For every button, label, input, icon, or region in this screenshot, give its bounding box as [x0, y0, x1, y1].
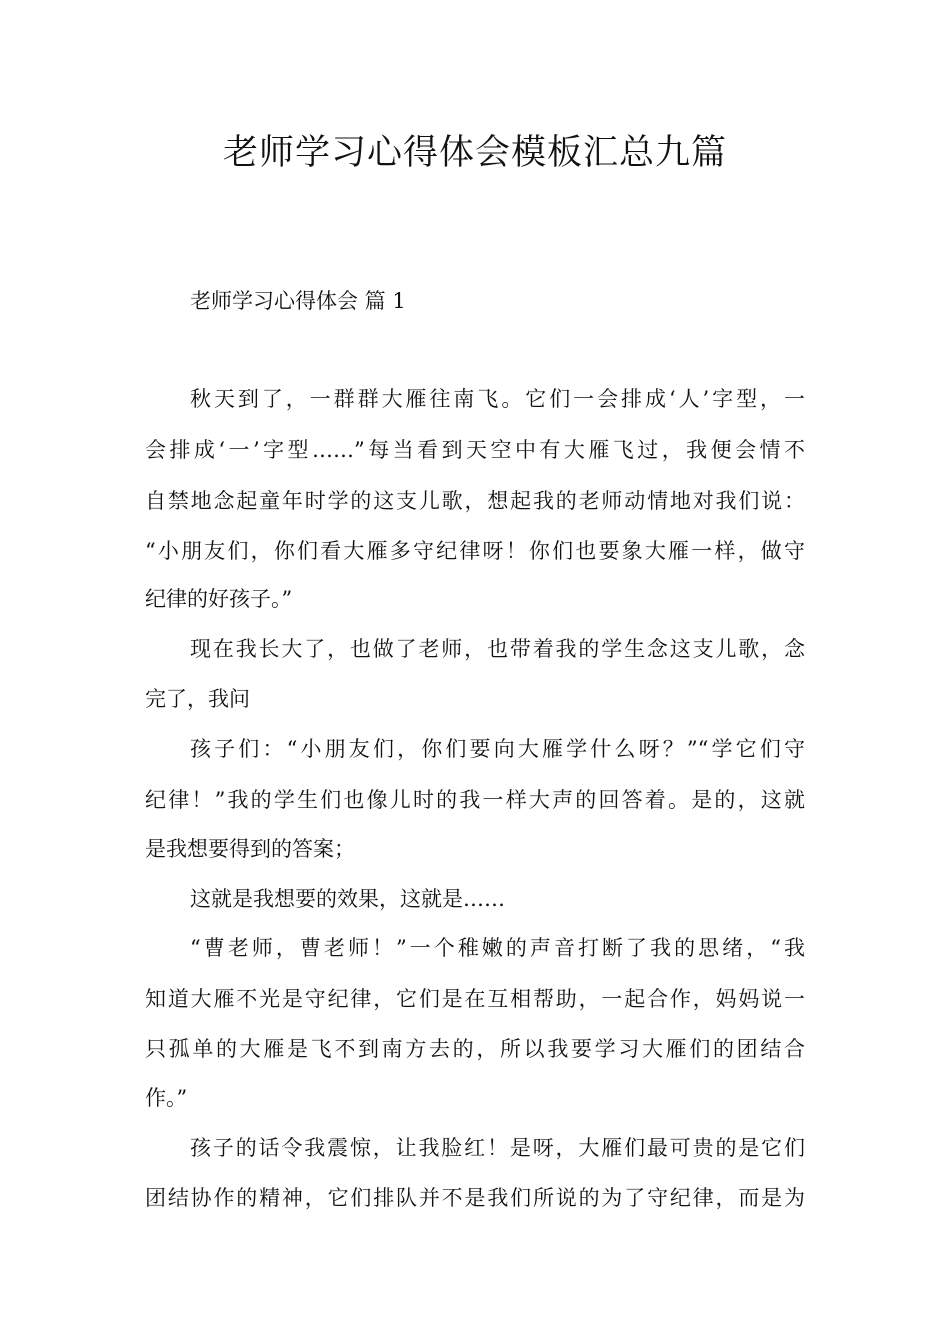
paragraph-line: 团结协作的精神，它们排队并不是我们所说的为了守纪律，而是为: [145, 1186, 805, 1210]
paragraph-line: 纪律的好孩子。”: [145, 587, 293, 611]
paragraph-line: 是我想要得到的答案；: [145, 837, 355, 861]
paragraph-line: 完了，我问: [145, 687, 250, 711]
paragraph-line: 自禁地念起童年时学的这支儿歌，想起我的老师动情地对我们说：: [145, 489, 805, 513]
paragraph-line: 秋天到了，一群群大雁往南飞。它们一会排成‘人’字型，一: [190, 387, 805, 411]
paragraph-line: 现在我长大了，也做了老师，也带着我的学生念这支儿歌，念: [190, 637, 805, 661]
paragraph-line: 这就是我想要的效果，这就是……: [190, 887, 505, 911]
section-heading: 老师学习心得体会 篇 1: [190, 289, 406, 313]
paragraph-line: 作。”: [145, 1086, 188, 1110]
paragraph-line: 会排成‘一’字型……”每当看到天空中有大雁飞过，我便会情不: [145, 438, 805, 462]
paragraph-line: “小朋友们，你们看大雁多守纪律呀！你们也要象大雁一样，做守: [145, 539, 805, 563]
paragraph-line: 孩子的话令我震惊，让我脸红！是呀，大雁们最可贵的是它们: [190, 1136, 805, 1160]
paragraph-line: 只孤单的大雁是飞不到南方去的，所以我要学习大雁们的团结合: [145, 1037, 805, 1061]
paragraph-line: “曹老师，曹老师！”一个稚嫩的声音打断了我的思绪，“我: [190, 936, 805, 960]
paragraph-line: 知道大雁不光是守纪律，它们是在互相帮助，一起合作，妈妈说一: [145, 987, 805, 1011]
paragraph-line: 孩子们：“小朋友们，你们要向大雁学什么呀？”“学它们守: [190, 737, 805, 761]
paragraph-line: 纪律！”我的学生们也像儿时的我一样大声的回答着。是的，这就: [145, 788, 805, 812]
document-title: 老师学习心得体会模板汇总九篇: [222, 133, 727, 173]
